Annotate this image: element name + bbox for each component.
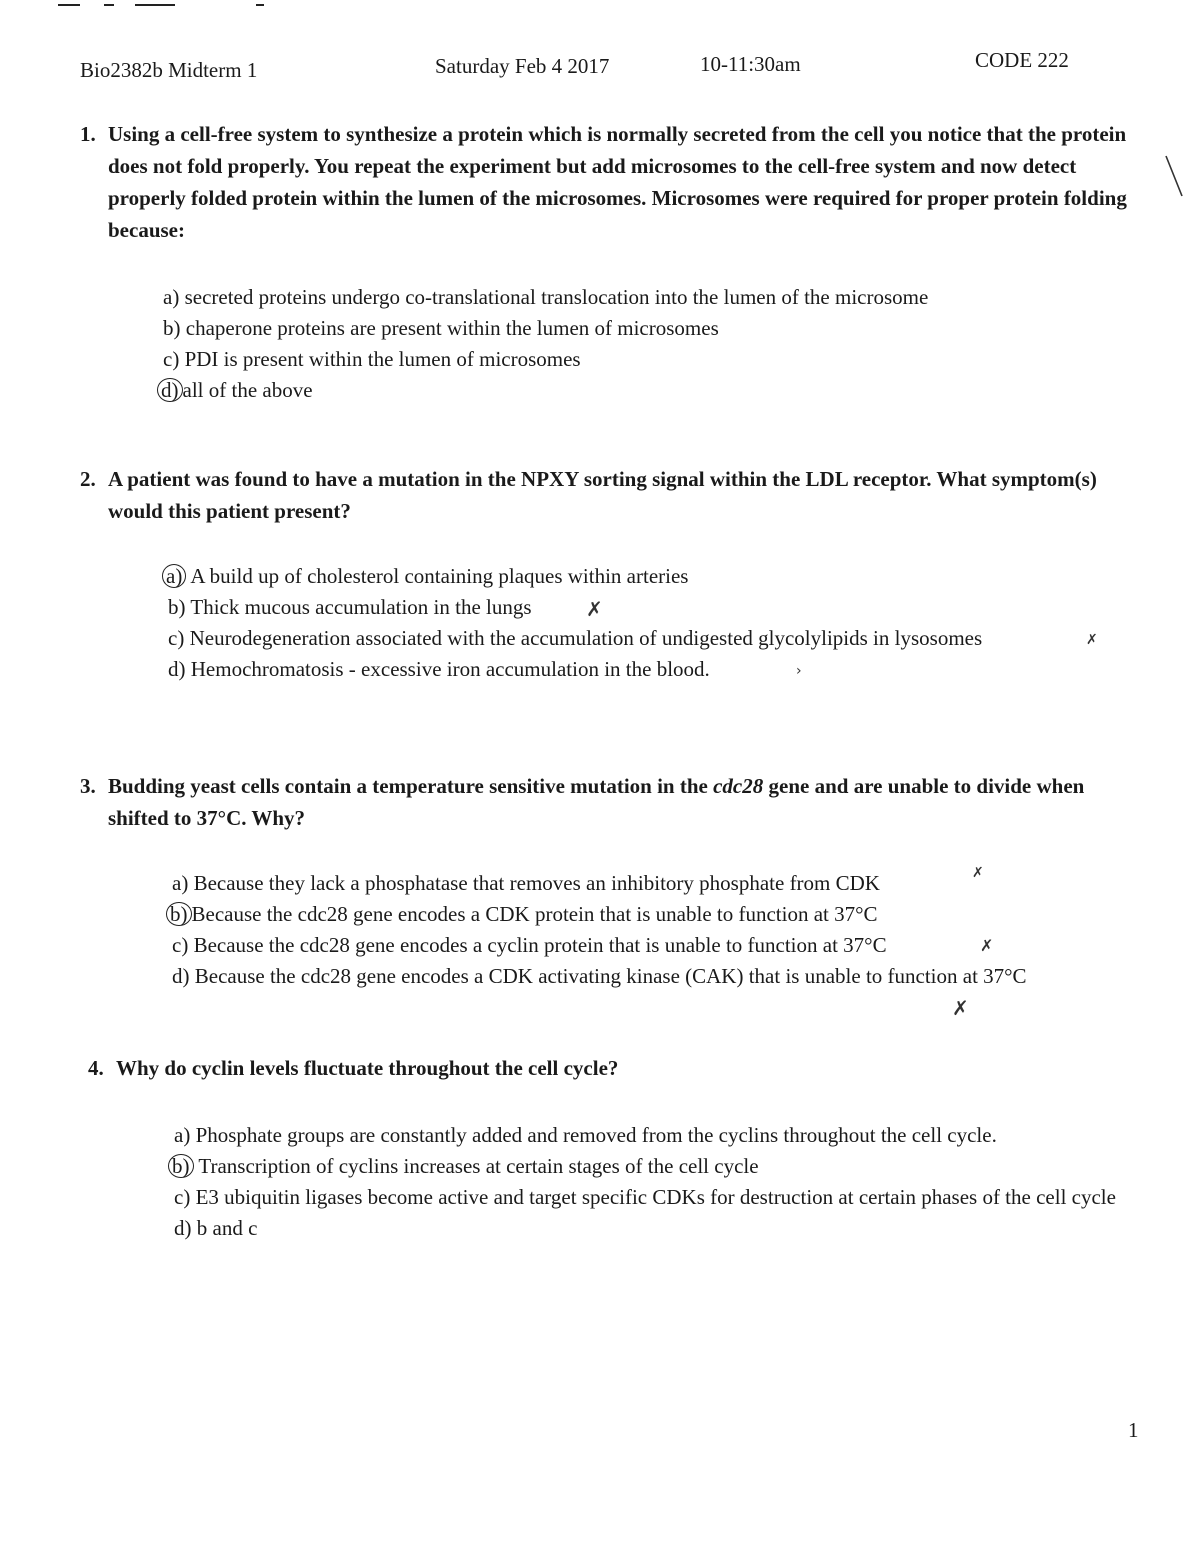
- option-text: E3 ubiquitin ligases become active and target specific CDKs for destruction at certain phases of the cell cycle: [195, 1185, 1116, 1209]
- question-text: A patient was found to have a mutation in the NPXY sorting signal within the LDL receptor. What symptom(s) would this patient present?: [108, 467, 1097, 523]
- option-letter: a): [174, 1123, 191, 1147]
- option-letter: c): [168, 626, 185, 650]
- exam-time: 10-11:30am: [700, 52, 801, 76]
- option-letter: b): [168, 595, 186, 619]
- question-3: [80, 770, 1140, 1020]
- answer-option-b[interactable]: [172, 899, 1140, 930]
- answer-option-a[interactable]: [163, 282, 1140, 313]
- option-letter: a): [172, 871, 189, 895]
- option-text: Thick mucous accumulation in the lungs: [190, 595, 532, 619]
- option-text: PDI is present within the lumen of microsomes: [184, 347, 581, 371]
- answer-options: [80, 865, 1140, 992]
- scan-artifact-line: [256, 4, 264, 6]
- question-2: [80, 463, 1140, 685]
- option-text: all of the above: [182, 378, 313, 402]
- option-text: Because they lack a phosphatase that removes an inhibitory phosphate from CDK: [193, 871, 880, 895]
- option-letter: c): [163, 347, 180, 371]
- answer-option-b[interactable]: [163, 313, 1140, 344]
- scan-artifact-line: [104, 4, 114, 6]
- option-letter: d): [174, 1216, 192, 1240]
- scan-artifact-line: [135, 4, 175, 6]
- question-text: Budding yeast cells contain a temperature sensitive mutation in the: [108, 774, 714, 798]
- question-stem: [88, 1052, 1148, 1084]
- answer-option-b[interactable]: [174, 1151, 1154, 1182]
- option-letter: d): [172, 964, 190, 988]
- answer-option-b[interactable]: [168, 592, 1140, 623]
- answer-option-c[interactable]: [168, 623, 1140, 654]
- answer-options: [88, 1120, 1154, 1244]
- answer-option-c[interactable]: [174, 1182, 1154, 1213]
- option-text: Transcription of cyclins increases at certain stages of the cell cycle: [198, 1154, 759, 1178]
- answer-option-d[interactable]: [168, 654, 1140, 685]
- question-text-continued: gene and are unable to divide when shifted to 37°C. Why?: [108, 774, 1085, 830]
- question-text: Why do cyclin levels fluctuate throughout the cell cycle?: [116, 1056, 619, 1080]
- answer-option-a[interactable]: [168, 561, 1140, 592]
- option-text: Because the cdc28 gene encodes a CDK activating kinase (CAK) that is unable to function at 37°C: [194, 964, 1027, 988]
- option-letter: c): [172, 933, 189, 957]
- question-number: 4.: [88, 1056, 104, 1080]
- question-number: 3.: [80, 774, 96, 798]
- question-number: 1.: [80, 122, 96, 146]
- answer-option-d[interactable]: [172, 961, 1140, 992]
- scan-artifact-line: [58, 4, 80, 6]
- answer-options: [80, 282, 1140, 406]
- cross-out-mark: ✗: [586, 597, 603, 621]
- option-text: Neurodegeneration associated with the accumulation of undigested glycolylipids in lysosomes: [189, 626, 983, 650]
- answer-option-a[interactable]: [172, 865, 1140, 899]
- option-text: b and c: [196, 1216, 258, 1240]
- circled-answer-mark: d): [157, 378, 183, 402]
- cross-out-mark: ›: [796, 663, 802, 679]
- margin-pen-mark: [1160, 152, 1190, 202]
- question-4: [88, 1052, 1148, 1244]
- question-number: 2.: [80, 467, 96, 491]
- option-text: Phosphate groups are constantly added and removed from the cyclins throughout the cell cycle.: [195, 1123, 997, 1147]
- gene-name: cdc28: [713, 774, 764, 798]
- answer-option-c[interactable]: [172, 930, 1140, 961]
- cross-out-mark: ✗: [952, 996, 969, 1020]
- circled-answer-mark: a): [162, 564, 186, 588]
- option-letter: a): [163, 285, 180, 309]
- option-letter: c): [174, 1185, 191, 1209]
- exam-header: [80, 50, 1090, 86]
- option-text: secreted proteins undergo co-translational translocation into the lumen of the microsome: [184, 285, 929, 309]
- question-stem: [80, 463, 1140, 527]
- option-text: A build up of cholesterol containing plaques within arteries: [190, 564, 689, 588]
- page-number: 1: [1128, 1418, 1139, 1442]
- circled-answer-mark: b): [166, 902, 192, 926]
- course-title: Bio2382b Midterm 1: [80, 58, 258, 82]
- answer-option-d[interactable]: [163, 375, 1140, 406]
- option-text: chaperone proteins are present within the lumen of microsomes: [185, 316, 719, 340]
- cross-out-mark: ✗: [1086, 632, 1098, 648]
- option-text: Hemochromatosis - excessive iron accumulation in the blood.: [190, 657, 710, 681]
- option-text: Because the cdc28 gene encodes a CDK protein that is unable to function at 37°C: [191, 902, 878, 926]
- question-stem: [80, 118, 1140, 246]
- circled-answer-mark: b): [168, 1154, 194, 1178]
- exam-date: Saturday Feb 4 2017: [435, 54, 610, 78]
- answer-option-d[interactable]: [174, 1213, 1154, 1244]
- answer-option-c[interactable]: [163, 344, 1140, 375]
- answer-option-a[interactable]: [174, 1120, 1154, 1151]
- answer-options: [80, 561, 1140, 685]
- question-text: Using a cell-free system to synthesize a protein which is normally secreted from the cell you notice that the protein does not fold properly. You repeat the experiment but add microsomes to the cell-free system and now detect properly folded protein within the lumen of the microsomes. Microsomes were required for proper protein folding because:: [108, 122, 1127, 242]
- cross-out-mark: ✗: [972, 865, 984, 881]
- question-stem: [80, 770, 1140, 834]
- question-1: [80, 118, 1140, 406]
- option-letter: d): [168, 657, 186, 681]
- exam-code: CODE 222: [975, 48, 1069, 72]
- option-text: Because the cdc28 gene encodes a cyclin protein that is unable to function at 37°C: [193, 933, 887, 957]
- option-letter: b): [163, 316, 181, 340]
- cross-out-mark: ✗: [980, 936, 994, 955]
